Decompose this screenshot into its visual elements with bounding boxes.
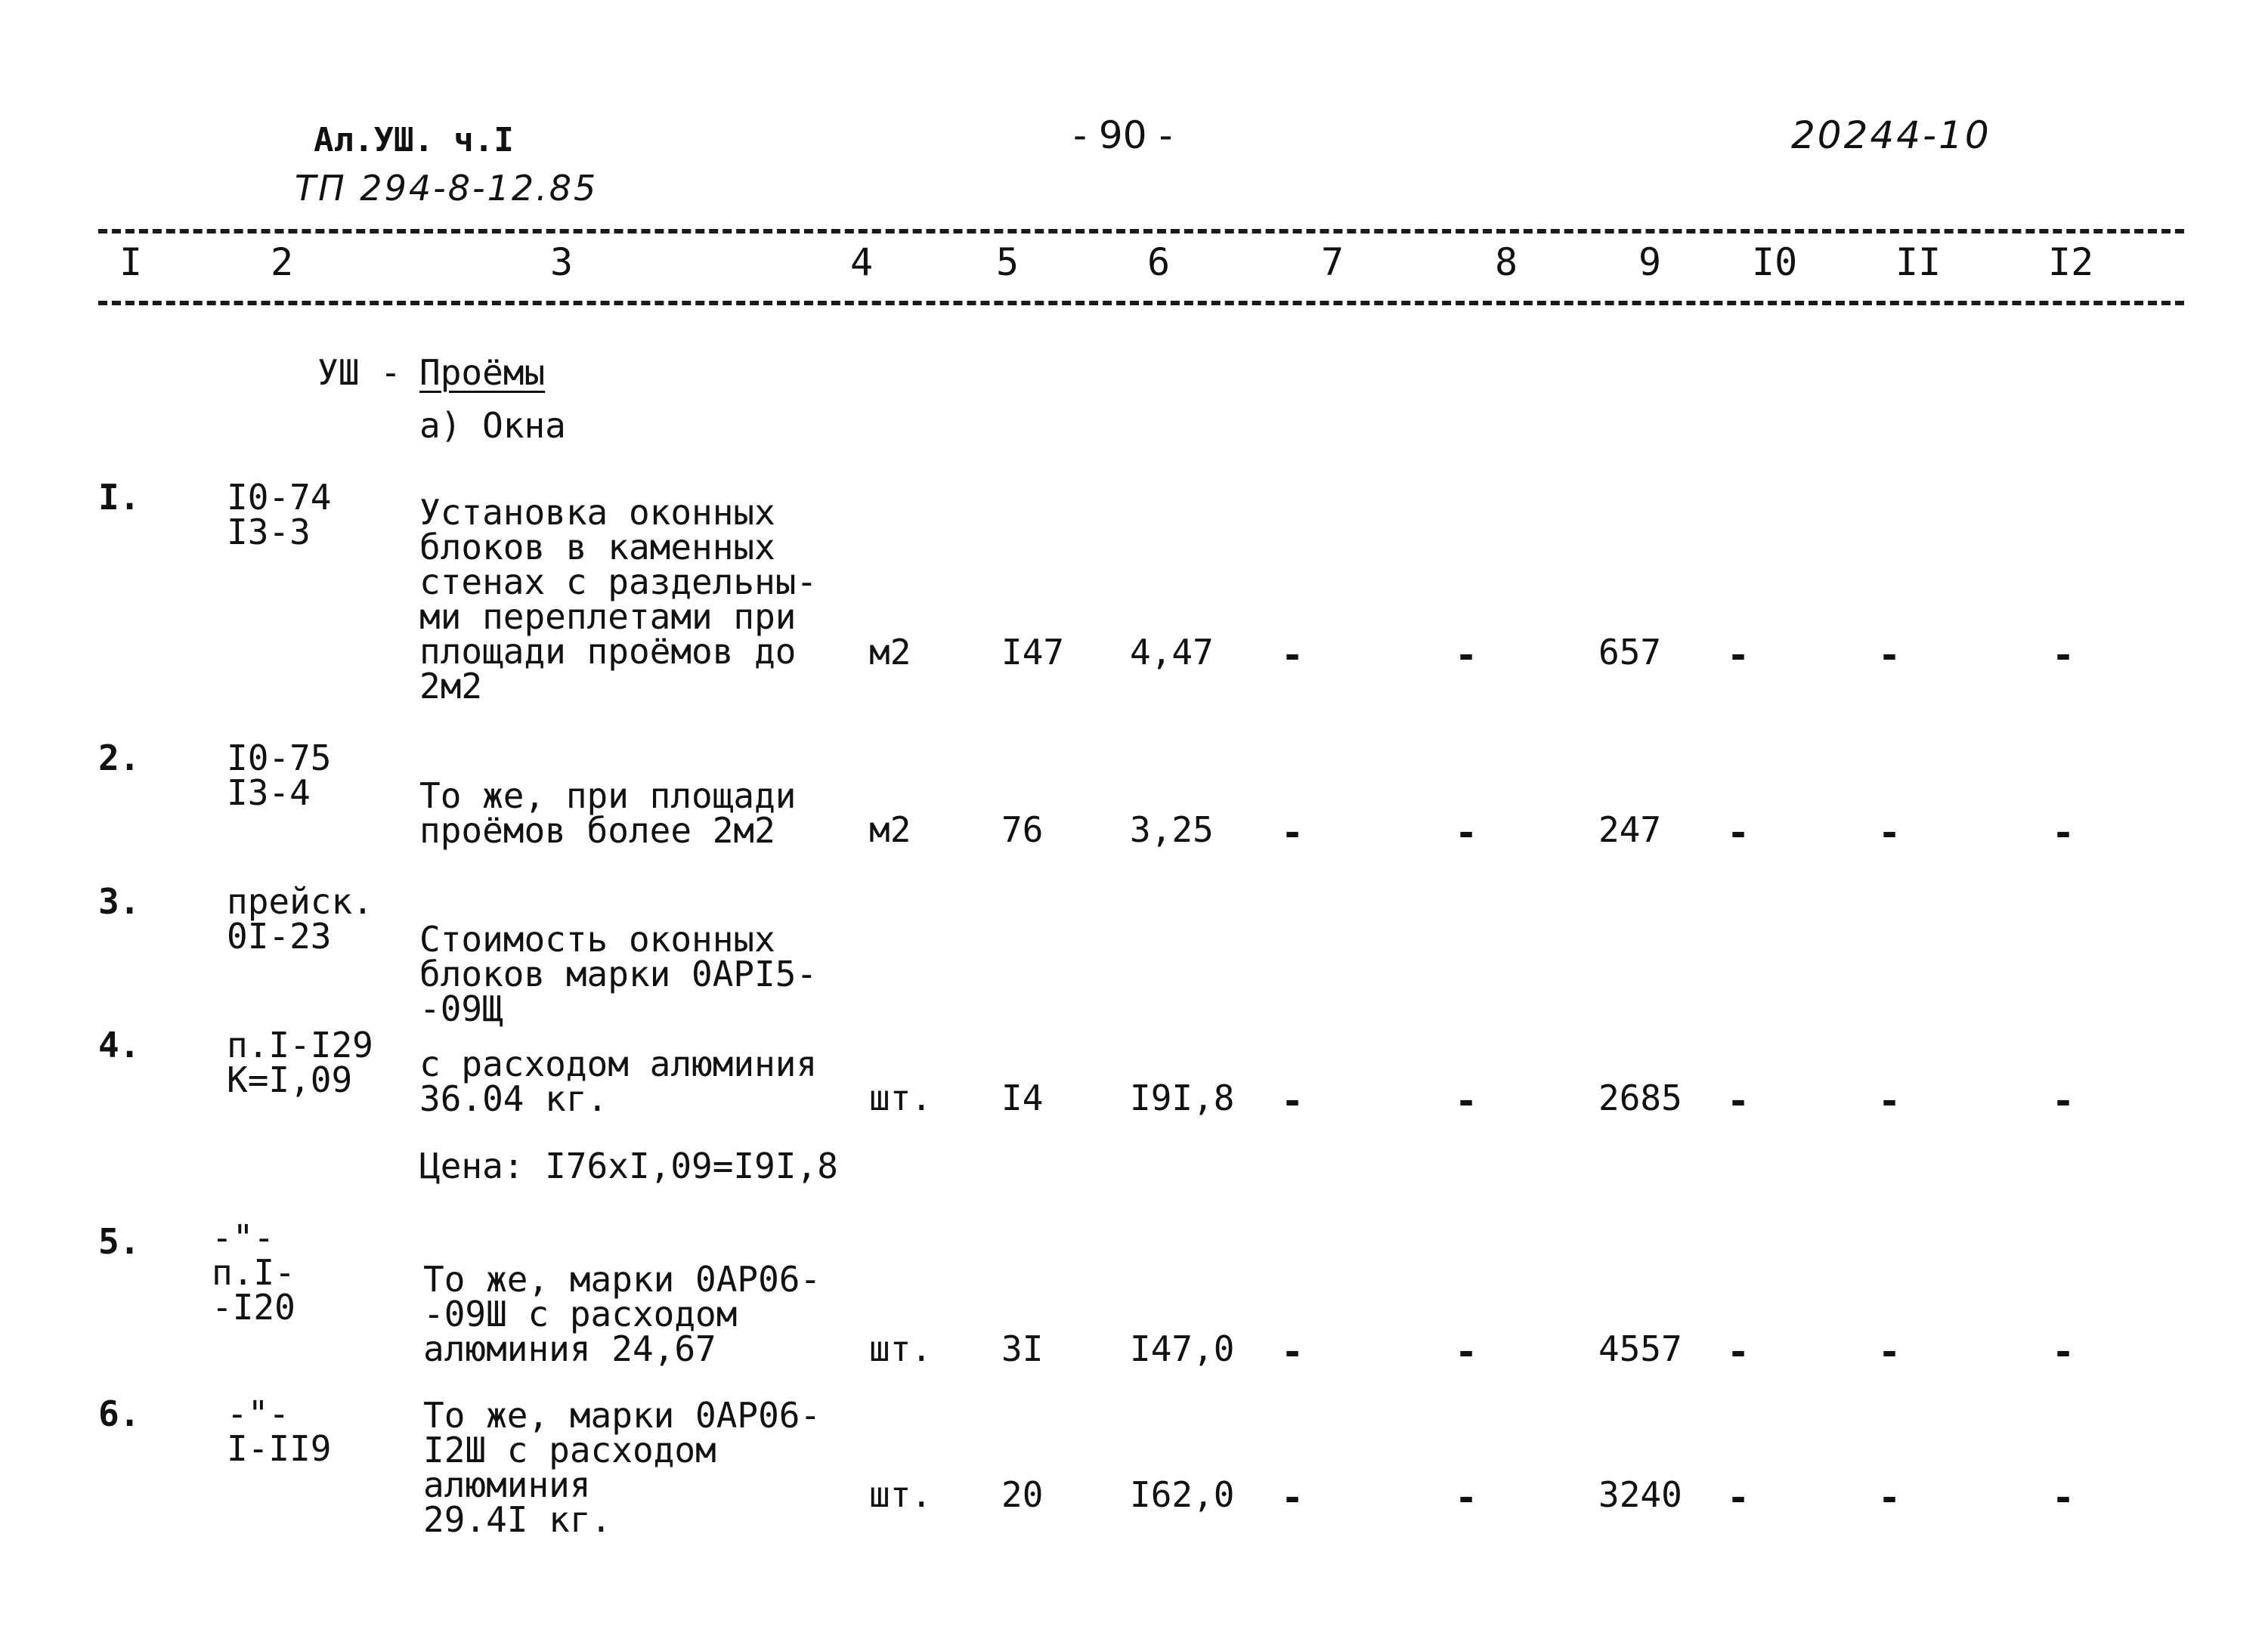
row-col12: -	[2052, 1476, 2075, 1520]
inventory-number: 20244-10	[1791, 113, 1991, 157]
row-code: I0-74 I3-3	[227, 477, 332, 552]
row-number: 5.	[98, 1221, 141, 1262]
row-col7: -	[1281, 1330, 1304, 1374]
row-col7: -	[1281, 633, 1304, 677]
section-title: Проёмы	[419, 352, 546, 393]
column-number: 8	[1495, 240, 1518, 284]
row-description: То же, при площади проёмов более 2м2	[419, 775, 797, 851]
column-number: 5	[996, 240, 1020, 284]
row-code: прейск. 0I-23	[227, 881, 373, 957]
column-number: I	[119, 240, 143, 284]
column-number: I2	[2048, 240, 2094, 284]
row-quantity: 76	[1001, 809, 1044, 850]
row-total: 3240	[1598, 1474, 1682, 1515]
row-number: 6.	[98, 1393, 141, 1434]
row-number: 2.	[98, 738, 141, 778]
row-number: 3.	[98, 881, 141, 922]
document-code: Ал.УШ. ч.I	[314, 121, 514, 159]
row-total: 247	[1598, 809, 1662, 850]
column-number: 7	[1321, 240, 1344, 284]
row-col11: -	[1878, 1079, 1901, 1123]
column-number: I0	[1752, 240, 1798, 284]
row-quantity: I4	[1001, 1078, 1044, 1118]
row-description: То же, марки 0АР06- -09Ш с расходом алюминия 24,67	[423, 1259, 821, 1369]
page-number: - 90 -	[1073, 113, 1173, 157]
row-col12: -	[2052, 811, 2075, 855]
row-col7: -	[1281, 1079, 1304, 1123]
header-bottom-rule	[98, 301, 2184, 305]
row-col10: -	[1727, 633, 1750, 677]
row-number: I.	[98, 477, 141, 518]
row-description: То же, марки 0АР06- I2Ш с расходом алюминия 29.4I кг.	[423, 1395, 821, 1540]
row-description: с расходом алюминия 36.04 кг.	[419, 1044, 818, 1119]
row-col10: -	[1727, 811, 1750, 855]
row-col10: -	[1727, 1476, 1750, 1520]
header-top-rule	[98, 229, 2184, 233]
row-quantity: 3I	[1001, 1328, 1044, 1369]
row-col12: -	[2052, 1330, 2075, 1374]
row-col8: -	[1455, 633, 1478, 677]
row-code: -"- п.I- -I20	[212, 1217, 295, 1328]
row-code: -"- I-II9	[227, 1393, 332, 1469]
price-note: Цена: I76xI,09=I9I,8	[419, 1146, 838, 1186]
column-number: 6	[1147, 240, 1171, 284]
row-unit-price: I62,0	[1130, 1474, 1235, 1515]
column-number: 3	[550, 240, 574, 284]
subsection-title: а) Окна	[419, 405, 566, 446]
row-unit-price: 3,25	[1130, 809, 1214, 850]
column-number: II	[1895, 240, 1942, 284]
row-col11: -	[1878, 1476, 1901, 1520]
column-number: 4	[850, 240, 874, 284]
row-code: I0-75 I3-4	[227, 738, 332, 813]
row-code: п.I-I29 К=I,09	[227, 1025, 373, 1100]
row-unit: шт.	[869, 1328, 933, 1369]
row-unit-price: I47,0	[1130, 1328, 1235, 1369]
row-col8: -	[1455, 1476, 1478, 1520]
section-roman: УШ -	[317, 352, 401, 393]
tp-number: ТП 294-8-12.85	[295, 168, 599, 209]
row-description: Стоимость оконных блоков марки 0АРI5- -09Щ	[419, 919, 818, 1029]
row-col8: -	[1455, 1079, 1478, 1123]
row-col7: -	[1281, 811, 1304, 855]
row-col8: -	[1455, 1330, 1478, 1374]
row-description: Установка оконных блоков в каменных стенах с раздельны- ми переплетами при площади проёмов до 2м2	[419, 492, 818, 707]
column-number: 9	[1638, 240, 1662, 284]
row-number: 4.	[98, 1025, 141, 1065]
row-total: 4557	[1598, 1328, 1682, 1369]
row-quantity: I47	[1001, 632, 1065, 673]
row-col12: -	[2052, 633, 2075, 677]
row-col8: -	[1455, 811, 1478, 855]
row-col11: -	[1878, 811, 1901, 855]
row-unit: шт.	[869, 1474, 933, 1515]
row-total: 657	[1598, 632, 1662, 673]
row-total: 2685	[1598, 1078, 1682, 1118]
row-col7: -	[1281, 1476, 1304, 1520]
row-quantity: 20	[1001, 1474, 1044, 1515]
row-unit: шт.	[869, 1078, 933, 1118]
row-unit-price: 4,47	[1130, 632, 1214, 673]
row-unit: м2	[869, 632, 911, 673]
row-col11: -	[1878, 1330, 1901, 1374]
row-col10: -	[1727, 1079, 1750, 1123]
row-unit-price: I9I,8	[1130, 1078, 1235, 1118]
row-col11: -	[1878, 633, 1901, 677]
row-unit: м2	[869, 809, 911, 850]
row-col10: -	[1727, 1330, 1750, 1374]
column-number: 2	[271, 240, 294, 284]
row-col12: -	[2052, 1079, 2075, 1123]
